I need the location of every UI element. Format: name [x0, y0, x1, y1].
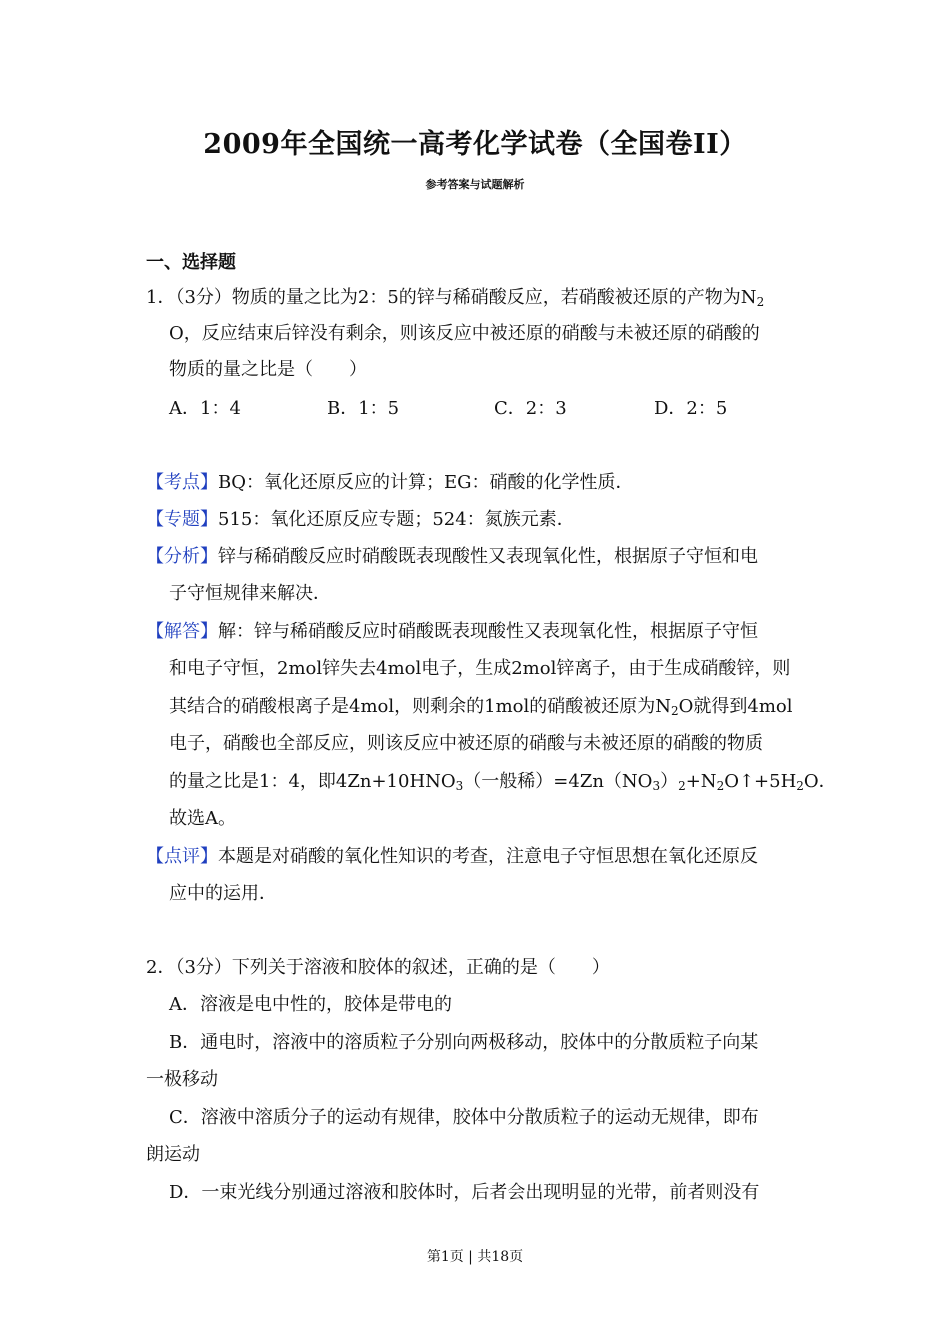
q1-option-a: A．1：4 — [169, 398, 241, 419]
q1-jieda-line-2: 和电子守恒，2mol锌失去4mol电子，生成2mol锌离子，由于生成硝酸锌，则 — [169, 658, 791, 679]
q1-option-d: D．2：5 — [654, 398, 728, 419]
page-title: 2009年全国统一高考化学试卷（全国卷II） — [203, 129, 747, 160]
q1-dianping: 【点评】本题是对硝酸的氧化性知识的考查，注意电子守恒思想在氧化还原反 — [146, 846, 758, 867]
q1-stem-line-2: O，反应结束后锌没有剩余，则该反应中被还原的硝酸与未被还原的硝酸的 — [169, 323, 760, 344]
q1-fenxi-cont: 子守恒规律来解决． — [169, 583, 331, 604]
q1-stem-line-1: 1．（3分）物质的量之比为2：5的锌与稀硝酸反应，若硝酸被还原的产物为$N_2$ — [146, 287, 765, 309]
q2-stem: 2．（3分）下列关于溶液和胶体的叙述，正确的是（ ） — [146, 957, 610, 978]
q1-kaodian: 【考点】BQ：氧化还原反应的计算；EG：硝酸的化学性质． — [146, 472, 634, 493]
fenxi-tag: 【分析】 — [146, 546, 218, 567]
q1-stem-line-3: 物质的量之比是（ ） — [169, 359, 367, 380]
section-heading: 一、选择题 — [146, 252, 236, 273]
kaodian-tag: 【考点】 — [146, 472, 218, 493]
q2-option-c: C．溶液中溶质分子的运动有规律，胶体中分散质粒子的运动无规律，即布 — [169, 1107, 759, 1128]
q1-dianping-cont: 应中的运用． — [169, 883, 277, 904]
q2-option-d: D．一束光线分别通过溶液和胶体时，后者会出现明显的光带，前者则没有 — [169, 1182, 760, 1203]
q1-jieda-equation: 的量之比是1：4，即$4Zn+10HNO_3$（一般稀）$=4Zn(NO_3)_2+N_2O↑+5H_2O$． — [169, 771, 837, 793]
q2-option-b: B．通电时，溶液中的溶质粒子分别向两极移动，胶体中的分散质粒子向某 — [169, 1032, 759, 1053]
q1-jieda-line-3: 其结合的硝酸根离子是4mol，则剩余的1mol的硝酸被还原为$N_2O$就得到4mol — [169, 696, 793, 718]
q1-fenxi: 【分析】锌与稀硝酸反应时硝酸既表现酸性又表现氧化性，根据原子守恒和电 — [146, 546, 758, 567]
q1-jieda: 【解答】解：锌与稀硝酸反应时硝酸既表现酸性又表现氧化性，根据原子守恒 — [146, 621, 758, 642]
q1-jieda-line-4: 电子，硝酸也全部反应，则该反应中被还原的硝酸与未被还原的硝酸的物质 — [169, 733, 763, 754]
jieda-tag: 【解答】 — [146, 621, 218, 642]
zhuanti-tag: 【专题】 — [146, 509, 218, 530]
page-number: 第1页 | 共18页 — [426, 1249, 524, 1265]
q1-jieda-answer: 故选A。 — [169, 808, 236, 829]
q2-option-c-cont: 朗运动 — [146, 1144, 200, 1165]
q2-option-a: A．溶液是电中性的，胶体是带电的 — [169, 994, 452, 1015]
q1-option-b: B．1：5 — [327, 398, 400, 419]
dianping-tag: 【点评】 — [146, 846, 218, 867]
page-subtitle: 参考答案与试题解析 — [425, 178, 525, 191]
q2-option-b-cont: 一极移动 — [146, 1069, 218, 1090]
q1-zhuanti: 【专题】515：氧化还原反应专题；524：氮族元素． — [146, 509, 575, 530]
q1-option-c: C．2：3 — [494, 398, 567, 419]
